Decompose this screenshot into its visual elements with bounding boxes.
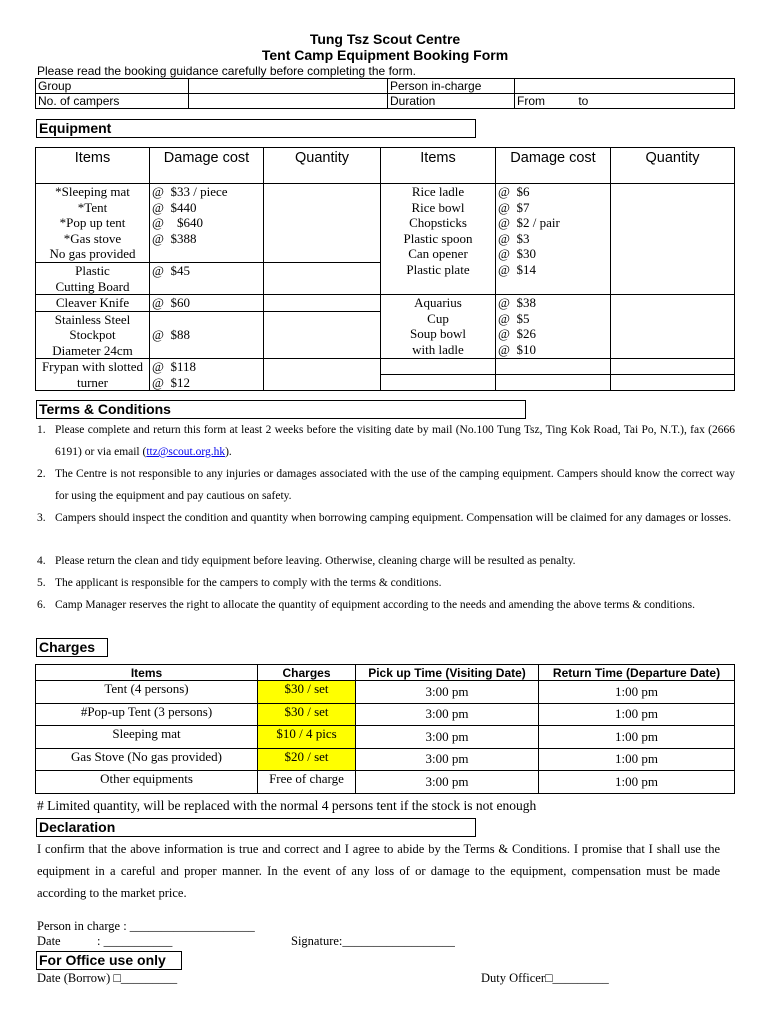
date-label: Date	[37, 934, 61, 948]
duty-officer-line[interactable]: Duty Officer□_________	[481, 971, 609, 985]
charges-header-charges: Charges	[258, 665, 356, 681]
declaration-text: I confirm that the above information is true and correct and I agree to abide by the Terms & Conditions. I promise that I shall use the equipment in a careful and proper manner. In the event of any loss of or damage to the equipment, compensation must be made according to the market price.	[37, 842, 720, 900]
charge-item: Tent (4 persons)	[36, 681, 258, 704]
booking-info-table	[35, 78, 735, 109]
charges-note: # Limited quantity, will be replaced with the normal 4 persons tent if the stock is not enough	[37, 798, 537, 813]
charge-value: $30 / set	[258, 681, 356, 704]
charges-row	[36, 726, 735, 749]
equip-item: *Sleeping mat *Tent *Pop up tent *Gas stove No gas provided	[36, 184, 150, 263]
equip-cost: @ $33 / piece @ $440 @ $640 @ $388	[150, 184, 264, 263]
charges-header-return: Return Time (Departure Date)	[539, 665, 735, 681]
declaration-section-title: Declaration	[36, 818, 476, 837]
return-time: 1:00 pm	[539, 771, 735, 794]
term-number: 5.	[37, 577, 46, 589]
term-item: Please return the clean and tidy equipment before leaving. Otherwise, cleaning charge will be resulted as penalty.	[55, 555, 576, 567]
charge-item: Sleeping mat	[36, 726, 258, 749]
group-label: Group	[36, 79, 189, 94]
duration-field[interactable]	[515, 94, 735, 109]
term-number: 4.	[37, 555, 46, 567]
term-item: Camp Manager reserves the right to allocate the quantity of equipment according to the needs and amending the above terms & conditions.	[55, 599, 695, 611]
quantity-field[interactable]	[264, 295, 381, 312]
charge-item: Other equipments	[36, 771, 258, 794]
equip-item	[381, 359, 496, 375]
person-in-charge-field[interactable]	[515, 79, 735, 94]
charge-value: $20 / set	[258, 748, 356, 771]
quantity-field[interactable]	[264, 359, 381, 391]
equip-item	[381, 375, 496, 391]
equipment-section-title: Equipment	[36, 119, 476, 138]
term-number: 1.	[37, 424, 46, 436]
charge-item: Gas Stove (No gas provided)	[36, 748, 258, 771]
equip-item: Aquarius Cup Soup bowl with ladle	[381, 295, 496, 359]
term-item: Campers should inspect the condition and quantity when borrowing camping equipment. Compensation will be claimed for any damages or losses.	[55, 512, 732, 524]
equip-cost	[496, 375, 611, 391]
term-item: The Centre is not responsible to any injuries or damages associated with the use of the camping equipment. Campers should know the correct way for using the equipment and pay cautious on safety.	[55, 468, 735, 502]
equip-cost: @ $45	[150, 263, 264, 295]
return-time: 1:00 pm	[539, 726, 735, 749]
office-section-title: For Office use only	[36, 951, 182, 970]
charge-value: $10 / 4 pics	[258, 726, 356, 749]
campers-label: No. of campers	[36, 94, 189, 109]
quantity-field[interactable]	[264, 311, 381, 359]
charges-header-pickup: Pick up Time (Visiting Date)	[356, 665, 539, 681]
equip-item: Rice ladle Rice bowl Chopsticks Plastic spoon Can opener Plastic plate	[381, 184, 496, 295]
equip-cost: @ $60	[150, 295, 264, 312]
email-link[interactable]: ttz@scout.org.hk	[146, 446, 226, 458]
charges-header-items: Items	[36, 665, 258, 681]
equip-cost: @ $6 @ $7 @ $2 / pair @ $3 @ $30 @ $14	[496, 184, 611, 295]
return-time: 1:00 pm	[539, 748, 735, 771]
quantity-field[interactable]	[611, 295, 735, 359]
duration-label: Duration	[388, 94, 515, 109]
term-number: 3.	[37, 512, 46, 524]
term-number: 2.	[37, 468, 46, 480]
charge-value: Free of charge	[258, 771, 356, 794]
equip-cost	[496, 359, 611, 375]
pickup-time: 3:00 pm	[356, 681, 539, 704]
return-time: 1:00 pm	[539, 681, 735, 704]
person-in-charge-label: Person in-charge	[388, 79, 515, 94]
charges-table	[35, 664, 735, 794]
quantity-field[interactable]	[611, 184, 735, 295]
header-damage-right: Damage cost	[496, 148, 611, 184]
header-items-left: Items	[36, 148, 150, 184]
header-quantity-left: Quantity	[264, 148, 381, 184]
equip-item: Plastic Cutting Board	[36, 263, 150, 295]
campers-field[interactable]	[189, 94, 388, 109]
quantity-field[interactable]	[611, 359, 735, 375]
to-label: to	[578, 94, 589, 108]
term-number: 6.	[37, 599, 46, 611]
charge-item: #Pop-up Tent (3 persons)	[36, 703, 258, 726]
charge-value: $30 / set	[258, 703, 356, 726]
charges-row	[36, 703, 735, 726]
charges-section-title: Charges	[36, 638, 108, 657]
equip-item: Frypan with slotted turner	[36, 359, 150, 391]
equip-item: Stainless Steel Stockpot Diameter 24cm	[36, 311, 150, 359]
instruction-text: Please read the booking guidance carefully before completing the form.	[37, 64, 416, 78]
term-item: The applicant is responsible for the campers to comply with the terms & conditions.	[55, 577, 442, 589]
header-items-right: Items	[381, 148, 496, 184]
term-item: Please complete and return this form at least 2 weeks before the visiting date by mail (No.100 Tung Tsz, Ting Kok Road, Tai Po, N.T.), fax (2666 6191) or via email (ttz@scout.org.hk).	[55, 424, 735, 458]
date-borrow-line[interactable]: Date (Borrow) □_________	[37, 971, 178, 985]
pickup-time: 3:00 pm	[356, 748, 539, 771]
terms-section-title: Terms & Conditions	[36, 400, 526, 419]
pickup-time: 3:00 pm	[356, 771, 539, 794]
pickup-time: 3:00 pm	[356, 703, 539, 726]
form-title-centre: Tung Tsz Scout Centre	[309, 31, 461, 47]
equip-cost: @ $118 @ $12	[150, 359, 264, 391]
signature-line[interactable]: Signature:__________________	[291, 934, 455, 948]
header-quantity-right: Quantity	[611, 148, 735, 184]
quantity-field[interactable]	[611, 375, 735, 391]
header-damage-left: Damage cost	[150, 148, 264, 184]
pickup-time: 3:00 pm	[356, 726, 539, 749]
group-field[interactable]	[189, 79, 388, 94]
equipment-table	[35, 147, 735, 391]
equip-cost: @ $88	[150, 311, 264, 359]
quantity-field[interactable]	[264, 263, 381, 295]
date-line[interactable]: : ___________	[97, 934, 173, 948]
equip-item: Cleaver Knife	[36, 295, 150, 312]
equip-cost: @ $38 @ $5 @ $26 @ $10	[496, 295, 611, 359]
charges-row	[36, 748, 735, 771]
from-label: From	[517, 94, 545, 108]
charges-row	[36, 681, 735, 704]
person-in-charge-line[interactable]: Person in charge : ____________________	[37, 919, 255, 933]
form-title: Tent Camp Equipment Booking Form	[261, 47, 509, 63]
return-time: 1:00 pm	[539, 703, 735, 726]
charges-row	[36, 771, 735, 794]
quantity-field[interactable]	[264, 184, 381, 263]
